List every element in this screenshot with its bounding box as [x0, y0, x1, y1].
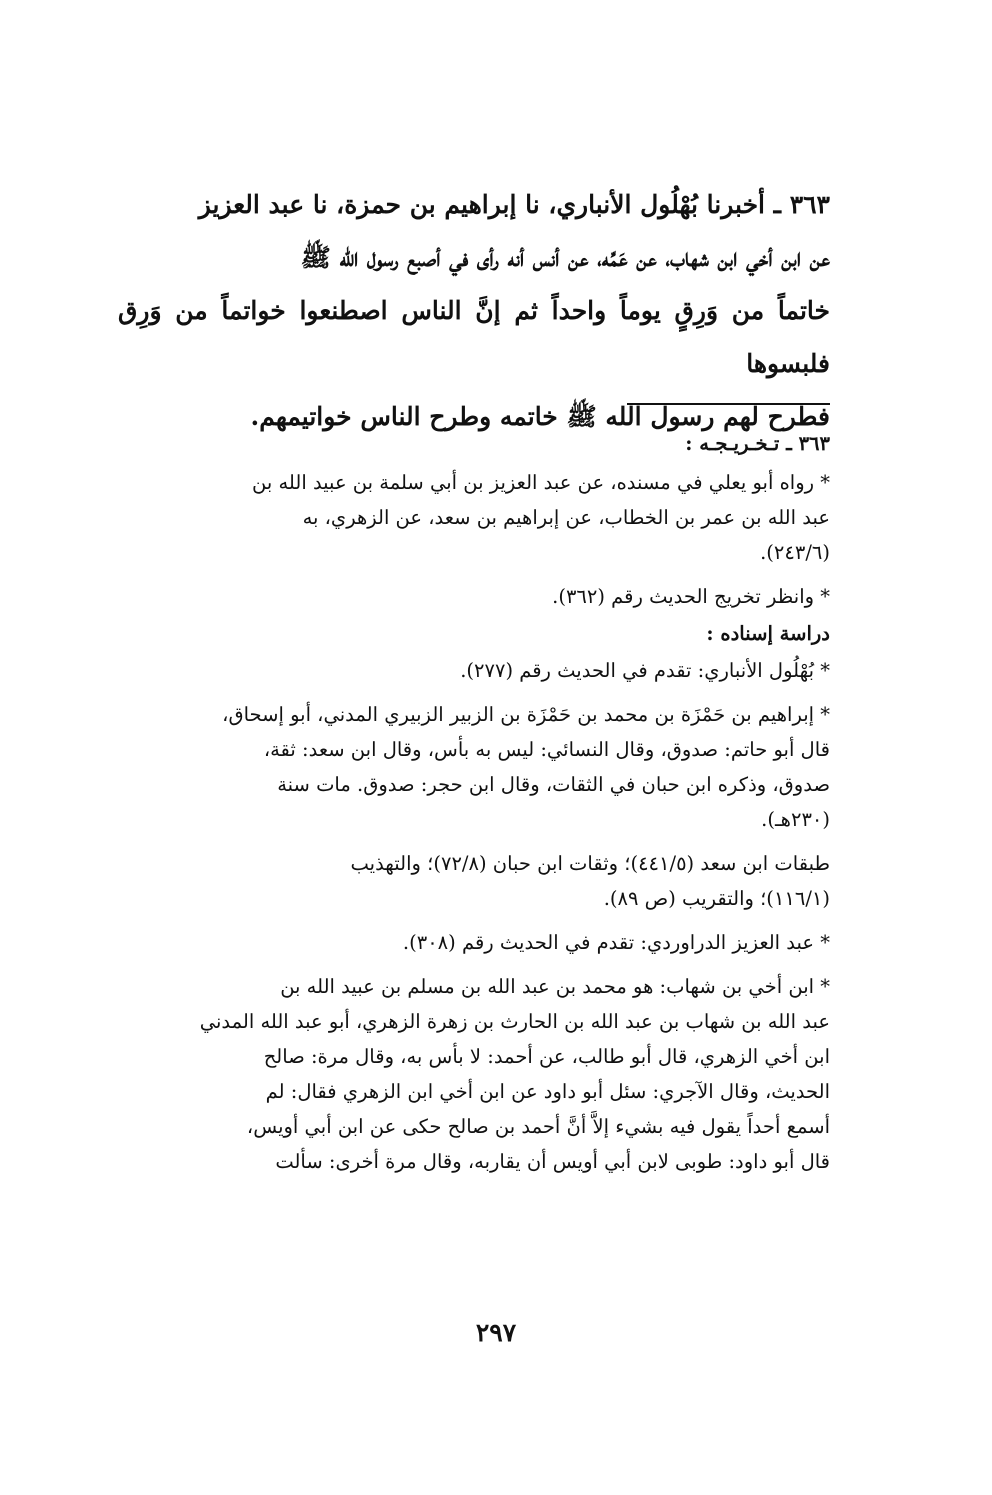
footnote-separator — [627, 403, 830, 405]
hadith-line: فطرح لهم رسول الله ﷺ خاتمه وطرح الناس خواتيمهم. — [250, 402, 830, 431]
narrator-ibrahim — [118, 697, 830, 837]
note-line: * إبراهيم بن حَمْزَة بن محمد بن حَمْزَة بن الزبير الزبيري المدني، أبو إسحاق، — [222, 703, 830, 726]
takhrij-paragraph-1 — [118, 465, 830, 570]
narrator-ibrahim-sources — [118, 846, 830, 916]
hadith-line: عن ابن أخي ابن شهاب، عن عَمِّه، عن أنس أنه رأى في أصبع رسول الله ﷺ — [300, 243, 830, 272]
note-line: * رواه أبو يعلي في مسنده، عن عبد العزيز بن أبي سلمة بن عبيد الله بن — [252, 471, 830, 494]
footnotes — [118, 426, 830, 1188]
note-line: عبد الله بن شهاب بن عبد الله بن الحارث بن زهرة الزهري، أبو عبد الله المدني — [199, 1010, 830, 1033]
note-line: طبقات ابن سعد (٤٤١/٥)؛ وثقات ابن حبان (٧٢/٨)؛ والتهذيب — [350, 852, 830, 875]
narrator-darawardi: * عبد العزيز الدراوردي: تقدم في الحديث رقم (٣٠٨). — [402, 931, 830, 954]
note-line: ابن أخي الزهري، قال أبو طالب، عن أحمد: لا بأس به، وقال مرة: صالح — [263, 1045, 830, 1068]
hadith-line: ٣٦٣ ـ أخبرنا بُهْلُول الأنباري، نا إبراهيم بن حمزة، نا عبد العزيز — [198, 190, 830, 219]
note-line: * ابن أخي بن شهاب: هو محمد بن عبد الله بن مسلم بن عبيد الله بن — [280, 975, 830, 998]
takhrij-heading: ٣٦٣ ـ تـخـريـجـه : — [685, 432, 830, 455]
takhrij-paragraph-2: * وانظر تخريج الحديث رقم (٣٦٢). — [552, 585, 830, 608]
narrator-bahlul: * بُهْلُول الأنباري: تقدم في الحديث رقم (٢٧٧). — [460, 659, 830, 682]
hadith-line: خاتماً من وَرِقٍ يوماً واحداً ثم إنَّ الناس اصطنعوا خواتماً من وَرِق فلبسوها — [118, 296, 830, 378]
note-line: عبد الله بن عمر بن الخطاب، عن إبراهيم بن سعد، عن الزهري، به — [302, 506, 830, 529]
note-line: الحديث، وقال الآجري: سئل أبو داود عن ابن أخي ابن الزهري فقال: لم — [265, 1080, 830, 1103]
note-line: (٢٣٠هـ). — [761, 808, 830, 831]
note-line: صدوق، وذكره ابن حبان في الثقات، وقال ابن حجر: صدوق. مات سنة — [277, 773, 830, 796]
study-heading: دراسة إسناده : — [706, 622, 830, 645]
page-number: ٢٩٧ — [475, 1318, 517, 1347]
narrator-ibn-akhi-shihab — [118, 969, 830, 1179]
note-line: قال أبو داود: طوبى لابن أبي أويس أن يقاربه، وقال مرة أخرى: سألت — [275, 1150, 830, 1173]
note-line: قال أبو حاتم: صدوق، وقال النسائي: ليس به بأس، وقال ابن سعد: ثقة، — [263, 738, 830, 761]
note-line: أسمع أحداً يقول فيه بشيء إلاَّ أنَّ أحمد بن صالح حكى عن ابن أبي أويس، — [246, 1115, 830, 1138]
note-line: (٢٤٣/٦). — [760, 541, 830, 564]
note-line: (١١٦/١)؛ والتقريب (ص ٨٩). — [603, 887, 830, 910]
